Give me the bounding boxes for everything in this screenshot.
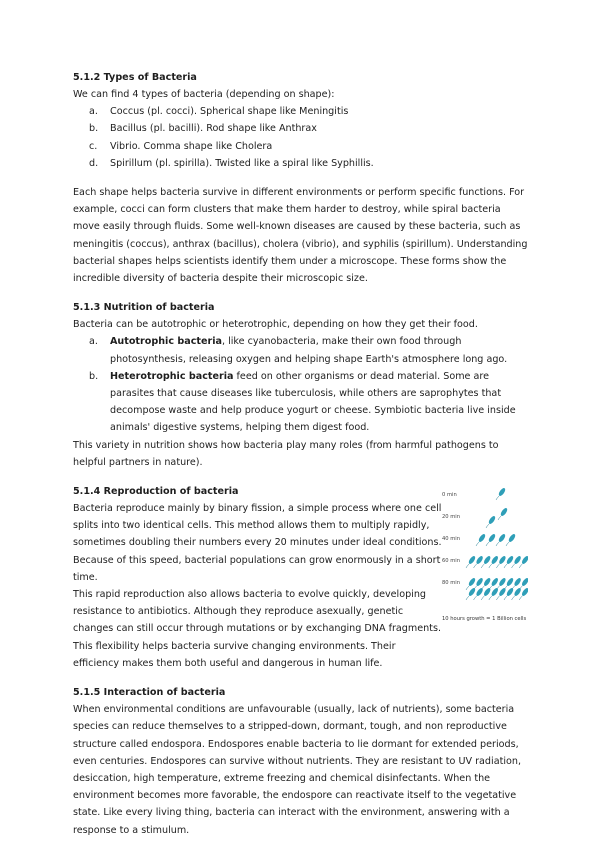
- bacteria-types-list: [73, 103, 528, 172]
- bacterium-cell: [513, 587, 522, 597]
- list-item-text: Coccus (pl. cocci). Spherical shape like Meningitis: [110, 106, 349, 118]
- bacterium-cell: [506, 555, 515, 565]
- bacterium-flagellum: [504, 564, 507, 568]
- bacterium-cell: [478, 533, 487, 543]
- bacterium-cell: [498, 587, 507, 597]
- binary-fission-illustration: [442, 484, 528, 624]
- time-label: 0 min: [442, 492, 457, 499]
- list-item: [73, 333, 528, 367]
- bacterium-cell: [490, 577, 499, 587]
- bacterium-cell: [475, 555, 484, 565]
- section-paragraph: This rapid reproduction also allows bacteria to evolve quickly, developing resistance to antibiotics. Although they reproduce asexually, genetic changes can still occur through mutations or by exchanging DNA fragments. This flexibility helps bacteria survive changing environments. Their efficiency makes them both useful and dangerous in human life.: [73, 589, 441, 669]
- bacterium-cell: [483, 587, 492, 597]
- bacterium-cell: [513, 577, 522, 587]
- time-label: 20 min: [442, 514, 461, 521]
- list-marker: c.: [89, 140, 98, 152]
- time-label: 80 min: [442, 580, 461, 587]
- bacterium-cell: [475, 577, 484, 587]
- bacterium-flagellum: [474, 564, 477, 568]
- section-heading: 5.1.3 Nutrition of bacteria: [73, 302, 215, 314]
- bacterium-cell: [506, 577, 515, 587]
- bacterium-flagellum: [466, 596, 469, 600]
- list-marker: b.: [89, 370, 99, 382]
- list-item-text: Vibrio. Comma shape like Cholera: [110, 140, 273, 152]
- nutrition-list: [73, 333, 528, 436]
- bacterium-flagellum: [489, 564, 492, 568]
- bacterium-cell: [500, 507, 509, 517]
- bacterium-cell: [490, 555, 499, 565]
- figure-caption: 10 hours growth = 1 Billion cells: [442, 616, 527, 623]
- list-marker: d.: [89, 157, 99, 169]
- section-intro: Bacteria can be autotrophic or heterotrophic, depending on how they get their food.: [73, 319, 478, 331]
- section-types-of-bacteria: [73, 70, 528, 287]
- bacterium-flagellum: [481, 564, 484, 568]
- bacterium-flagellum: [486, 524, 489, 528]
- bacterium-cell: [483, 555, 492, 565]
- bacterium-flagellum: [512, 564, 515, 568]
- bacterium-cell: [488, 533, 497, 543]
- list-item-text: Spirillum (pl. spirilla). Twisted like a spiral like Syphillis.: [110, 157, 374, 169]
- bacterium-flagellum: [496, 596, 499, 600]
- bacterium-flagellum: [519, 596, 522, 600]
- list-marker: b.: [89, 123, 99, 135]
- bacterium-flagellum: [496, 496, 499, 500]
- bacterium-flagellum: [486, 542, 489, 546]
- section-paragraph: Bacteria reproduce mainly by binary fission, a simple process where one cell splits into two identical cells. This method allows them to multiply rapidly, sometimes doubling their numbers every 20 minutes under ideal conditions. Because of this speed, bacterial populations can grow enormously in a short time.: [73, 503, 442, 583]
- bacterium-cell: [490, 587, 499, 597]
- list-item: [73, 138, 528, 155]
- section-paragraph: This variety in nutrition shows how bacteria play many roles (from harmful pathogens to helpful partners in nature).: [73, 439, 499, 468]
- section-intro: We can find 4 types of bacteria (depending on shape):: [73, 89, 335, 100]
- list-marker: a.: [89, 106, 98, 118]
- bacterium-cell: [521, 555, 528, 565]
- time-label: 40 min: [442, 536, 461, 543]
- list-item: [73, 120, 528, 137]
- bacterium-cell: [513, 555, 522, 565]
- document-page: [73, 70, 528, 839]
- section-paragraph: Each shape helps bacteria survive in different environments or perform specific functions. For example, cocci can form clusters that make them harder to destroy, while spiral bacteria move easily through fluids. Some well-known diseases are caused by these bacteria, such as meningitis (coccus), anthrax (bacillus), cholera (vibrio), and syphilis (spirillum). Understanding bacterial shapes helps scientists identify them under a microscope. These forms show the incredible diversity of bacteria despite their microscopic size.: [73, 187, 528, 285]
- list-item: [73, 103, 528, 120]
- bacterium-flagellum: [489, 596, 492, 600]
- time-label: 60 min: [442, 558, 461, 565]
- bacterium-cell: [468, 587, 477, 597]
- bacterium-flagellum: [496, 542, 499, 546]
- section-interaction-of-bacteria: [73, 685, 528, 839]
- bacterium-cell: [498, 555, 507, 565]
- bacterium-cell: [468, 577, 477, 587]
- section-reproduction-of-bacteria: [73, 484, 528, 672]
- binary-fission-figure: [442, 484, 528, 624]
- bacterium-cell: [521, 577, 528, 587]
- list-item-text: Bacillus (pl. bacilli). Rod shape like Anthrax: [110, 123, 317, 135]
- bacterium-flagellum: [498, 516, 501, 520]
- bacterium-flagellum: [496, 564, 499, 568]
- bacterium-cell: [506, 587, 515, 597]
- bacterium-cell: [498, 487, 507, 497]
- section-heading: 5.1.4 Reproduction of bacteria: [73, 486, 239, 498]
- bacterium-flagellum: [474, 596, 477, 600]
- list-item: [73, 368, 528, 437]
- term-bold: Autotrophic bacteria: [110, 336, 222, 348]
- bacterium-cell: [475, 587, 484, 597]
- bacterium-cell: [498, 533, 507, 543]
- bacterium-flagellum: [466, 586, 469, 590]
- bacterium-flagellum: [504, 596, 507, 600]
- bacterium-cell: [488, 515, 497, 525]
- bacterium-flagellum: [481, 596, 484, 600]
- section-paragraph: When environmental conditions are unfavourable (usually, lack of nutrients), some bacteria species can reduce themselves to a stripped-down, dormant, tough, and non reproductive structure called endospora. Endospores enable bacteria to lie dormant for extended periods, even centuries. Endospores can survive without nutrients. They are resistant to UV radiation, desiccation, high temperature, extreme freezing and chemical disinfectants. When the environment becomes more favorable, the endospore can reactivate itself to the vegetative state. Like every living thing, bacteria can interact with the environment, answering with a response to a stimulum.: [73, 704, 521, 836]
- section-nutrition-of-bacteria: [73, 300, 528, 471]
- bacterium-flagellum: [506, 542, 509, 546]
- bacterium-cell: [468, 555, 477, 565]
- list-item: [73, 155, 528, 172]
- section-heading: 5.1.5 Interaction of bacteria: [73, 687, 226, 699]
- bacterium-flagellum: [466, 564, 469, 568]
- bacterium-flagellum: [476, 542, 479, 546]
- list-item-text: feed on other organisms or dead material. Some are parasites that cause diseases like tuberculosis, while others are saprophytes that decompose waste and help produce yogurt or cheese. Symbiotic bacteria live inside animals' digestive systems, helping them digest food.: [110, 370, 516, 434]
- bacterium-cell: [508, 533, 517, 543]
- bacterium-flagellum: [519, 564, 522, 568]
- term-bold: Heterotrophic bacteria: [110, 370, 234, 382]
- bacterium-flagellum: [512, 596, 515, 600]
- bacterium-cell: [498, 577, 507, 587]
- list-item-text: , like cyanobacteria, make their own food through photosynthesis, releasing oxygen and helping shape Earth's atmosphere long ago.: [110, 336, 508, 365]
- bacterium-cell: [521, 587, 528, 597]
- list-marker: a.: [89, 336, 98, 348]
- section-heading: 5.1.2 Types of Bacteria: [73, 72, 197, 83]
- bacterium-cell: [483, 577, 492, 587]
